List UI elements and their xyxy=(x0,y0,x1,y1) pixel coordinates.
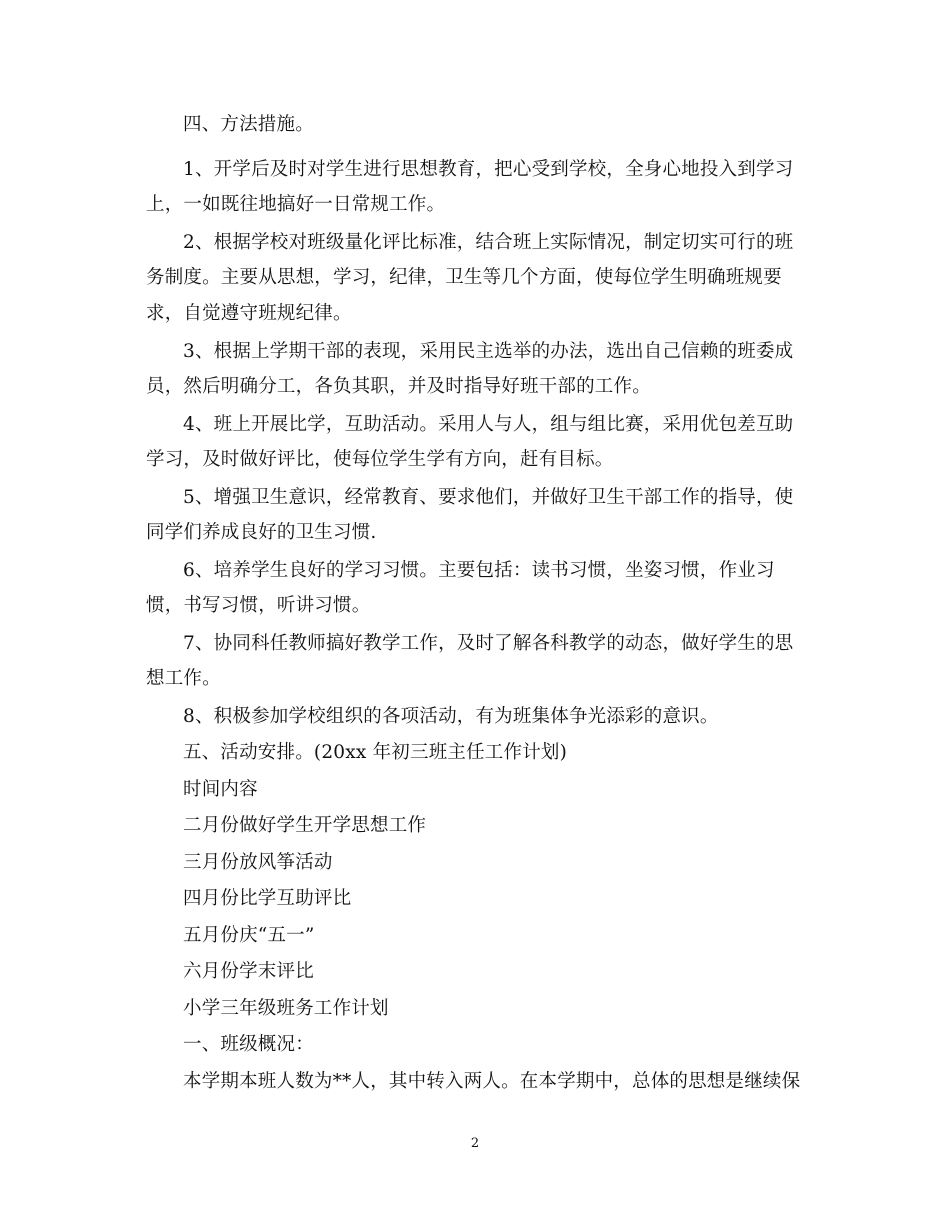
paragraph-line: 6、培养学生良好的学习习惯。主要包括：读书习惯，坐姿习惯，作业习 xyxy=(183,560,775,581)
schedule-header: 时间内容 xyxy=(183,779,258,800)
paragraph-line: 惯，书写习惯，听讲习惯。 xyxy=(146,595,371,616)
schedule-item: 二月份做好学生开学思想工作 xyxy=(183,815,427,836)
schedule-item: 六月份学末评比 xyxy=(183,961,314,982)
paragraph-line: 员，然后明确分工，各负其职，并及时指导好班干部的工作。 xyxy=(146,376,651,397)
paragraph-line: 上，一如既往地搞好一日常规工作。 xyxy=(146,194,446,215)
schedule-item: 五月份庆“五一” xyxy=(183,925,315,946)
section-heading-activities: 五、活动安排。(20xx 年初三班主任工作计划) xyxy=(183,742,568,763)
schedule-item: 四月份比学互助评比 xyxy=(183,888,352,909)
paragraph-line: 8、积极参加学校组织的各项活动，有为班集体争光添彩的意识。 xyxy=(183,706,719,727)
paragraph-line: 5、增强卫生意识，经常教育、要求他们，并做好卫生干部工作的指导，使 xyxy=(183,487,794,508)
paragraph-line: 1、开学后及时对学生进行思想教育，把心受到学校，全身心地投入到学习 xyxy=(183,159,794,180)
paragraph-line: 4、班上开展比学，互助活动。采用人与人，组与组比赛，采用优包差互助 xyxy=(183,414,794,435)
page-number: 2 xyxy=(470,1136,480,1151)
paragraph-line: 2、根据学校对班级量化评比标准，结合班上实际情况，制定切实可行的班 xyxy=(183,232,794,253)
section-heading-class-overview: 一、班级概况： xyxy=(183,1034,314,1055)
paragraph-line: 求，自觉遵守班规纪律。 xyxy=(146,303,352,324)
paragraph-line: 本学期本班人数为**人，其中转入两人。在本学期中，总体的思想是继续保 xyxy=(183,1071,801,1092)
document-title: 小学三年级班务工作计划 xyxy=(183,998,389,1019)
section-heading-methods: 四、方法措施。 xyxy=(183,114,314,135)
paragraph-line: 7、协同科任教师搞好教学工作，及时了解各科教学的动态，做好学生的思 xyxy=(183,633,794,654)
schedule-item: 三月份放风筝活动 xyxy=(183,852,333,873)
paragraph-line: 同学们养成良好的卫生习惯. xyxy=(146,522,377,543)
paragraph-line: 学习，及时做好评比，使每位学生学有方向，赶有目标。 xyxy=(146,449,614,470)
paragraph-line: 务制度。主要从思想，学习，纪律，卫生等几个方面，使每位学生明确班规要 xyxy=(146,267,782,288)
paragraph-line: 想工作。 xyxy=(146,668,221,689)
paragraph-line: 3、根据上学期干部的表现，采用民主选举的办法，选出自己信赖的班委成 xyxy=(183,341,794,362)
